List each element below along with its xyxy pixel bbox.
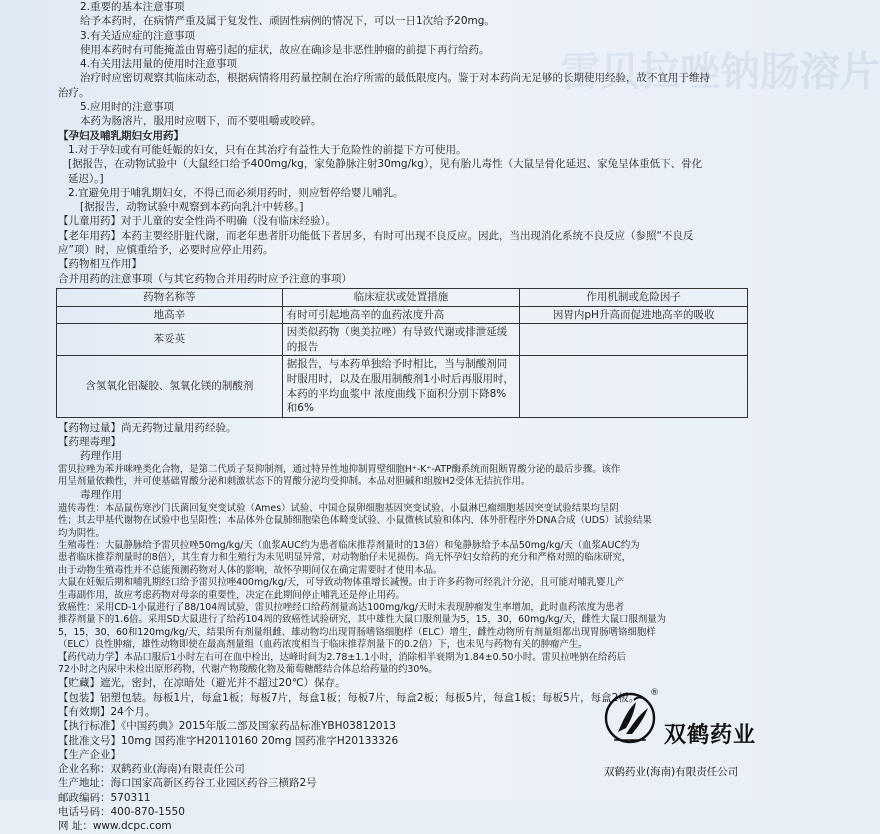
lower-text-line: 【执行标准】《中国药典》2015年版二部及国家药品标准YBH03812013 xyxy=(58,720,396,733)
col-header-drug: 药物名称等 xyxy=(57,288,283,306)
body-text-line: 使用本药时有可能掩盖由胃癌引起的症状，故应在确诊是非恶性肿瘤的前提下再行给药。 xyxy=(80,43,490,56)
lower-text-line: 均为阴性。 xyxy=(58,527,105,539)
lower-text-line: 【药代动力学】本品口服后1小时左右可在血中检出，达峰时间为2.78±1.1小时，消除相半衰期为1.84±0.50小时。雷贝拉唑钠在给药后 xyxy=(58,651,626,663)
body-text-line: 本药为肠溶片，服用时应咽下，而不要咀嚼或咬碎。 xyxy=(80,115,322,128)
lower-text-line: 致癌性：采用CD-1小鼠进行了88/104周试验，雷贝拉唑经口给药剂量高达100mg/kg/天时未表现肿瘤发生率增加，此时血药浓度为患者 xyxy=(58,601,625,613)
cell-clinical: 因类似药物（奥美拉唑）有导致代谢或排泄延缓的报告 xyxy=(282,324,520,356)
background-watermark: 雷贝拉唑钠肠溶片 xyxy=(560,49,880,95)
lower-text-line: 【有效期】24个月。 xyxy=(58,705,156,718)
table-row xyxy=(57,356,748,417)
lower-text-line: 【药物过量】尚无药物过量用药经验。 xyxy=(58,421,237,434)
brand-name: 双鹤药业 xyxy=(664,723,757,748)
body-text-line: 【药物相互作用】 xyxy=(58,258,142,271)
lower-text-line: 生产地址：海口国家高新区药谷工业园区药谷三横路2号 xyxy=(58,777,317,790)
lower-text-line: 毒理作用 xyxy=(80,489,122,502)
body-text-line: 2.宜避免用于哺乳期妇女，不得已而必须用药时，则应暂停给婴儿哺乳。 xyxy=(68,186,404,199)
lower-text-line: 邮政编码：570311 xyxy=(58,791,151,804)
lower-text-line: 72小时之内尿中未检出原形药物，代谢产物羧酸化物及葡萄糖醛结合体总给药量的约30%。 xyxy=(58,663,438,675)
body-text-line: 4.有关用法用量的使用时注意事项 xyxy=(80,58,238,71)
table-header-row xyxy=(57,288,748,306)
lower-text-line: 网 址：www.dcpc.com xyxy=(58,820,172,833)
lower-text-line: 雷贝拉唑为苯并咪唑类化合物，是第二代质子泵抑制剂，通过特异性地抑制胃壁细胞H⁺-K⁺-ATP酶系统而阻断胃酸分泌的最后步骤。该作 xyxy=(58,463,621,475)
lower-text-line: 生殖毒性：大鼠静脉给予雷贝拉唑50mg/kg/天（血浆AUC约为患者临床推荐剂量时的13倍）和兔静脉给予本品50mg/kg/天（血浆AUC约为 xyxy=(58,539,640,551)
company-name: 双鹤药业(海南)有限责任公司 xyxy=(604,766,739,778)
lower-text-line: 电话号码：400-870-1550 xyxy=(58,806,185,819)
lower-text-line: 【贮藏】遮光，密封，在凉暗处（避光并不超过20℃）保存。 xyxy=(58,677,346,690)
body-text-line: 给予本药时，在病情严重及属于复发性、顽固性病例的情况下，可以一日1次给予20mg。 xyxy=(80,15,495,28)
lower-text-line: 患者临床推荐剂量时的8倍），其生育力和生殖行为未见明显异常，对动物胎仔未见损伤。尚无怀孕妇女给药的充分和严格对照的临床研究， xyxy=(58,552,632,564)
table-row xyxy=(57,306,748,324)
body-text-line: 2.重要的基本注意事项 xyxy=(80,1,185,13)
body-text-line: [据报告，在动物试验中（大鼠经口给予400mg/kg，家兔静脉注射30mg/kg），见有胎儿毒性（大鼠呈骨化延迟、家兔呈体重低下、骨化 xyxy=(68,158,703,171)
lower-text-line: 性；其去甲基代谢物在试验中也呈阳性；本品体外仓鼠肺细胞染色体畸变试验、小鼠微核试验和体内、体外肝程序外DNA合成（UDS）试验结果 xyxy=(58,515,652,527)
body-text-line: 1.对于孕妇或有可能妊娠的妇女，只有在其治疗有益性大于危险性的前提下方可使用。 xyxy=(68,143,467,156)
cell-mechanism xyxy=(520,356,748,417)
body-text-line: 治疗时应密切观察其临床动态，根据病情将用药量控制在治疗所需的最低限度内。鉴于对本药尚无足够的长期使用经验，故不宜用于维持 xyxy=(80,72,710,85)
leaflet-text xyxy=(58,0,748,833)
lower-text-line: 【批准文号】10mg 国药准字H20110160 20mg 国药准字H20133326 xyxy=(58,734,399,747)
body-text-line: 【老年用药】本药主要经肝脏代谢，而老年患者肝功能低下者居多，有时可出现不良反应。因此，当出现消化系统不良反应（参照“不良反 xyxy=(58,229,694,242)
cell-clinical: 有时可引起地高辛的血药浓度升高 xyxy=(282,306,520,324)
body-text-line: 5.应用时的注意事项 xyxy=(80,101,175,114)
body-text-line: 【孕妇及哺乳期妇女用药】 xyxy=(58,129,184,142)
lower-text-line: 药理作用 xyxy=(80,450,122,463)
table-row xyxy=(57,324,748,356)
cell-mechanism: 因胃内pH升高而促进地高辛的吸收 xyxy=(520,306,748,324)
lower-text-line: 【生产企业】 xyxy=(58,748,121,761)
cell-clinical: 据报告，与本药单独给予时相比，当与制酸剂同时服用时，以及在服用制酸剂1小时后再服用时，本药的平均血浆中 浓度曲线下面积分别下降8%和6% xyxy=(282,356,520,417)
body-section xyxy=(58,0,748,286)
lower-text-line: 用呈剂量依赖性，并可使基础胃酸分泌和刺激状态下的胃酸分泌均受抑制。本品对胆碱和组胺H2受体无拮抗作用。 xyxy=(58,475,531,487)
body-text-line: 应”项）时，应慎重给予，必要时应停止用药。 xyxy=(58,244,274,257)
registered-mark: ® xyxy=(650,688,659,698)
body-text-line: 【儿童用药】对于儿童的安全性尚不明确（没有临床经验）。 xyxy=(58,215,337,228)
cell-drug: 地高辛 xyxy=(57,306,283,324)
cell-drug: 含氢氧化铝凝胶、氢氧化镁的制酸剂 xyxy=(57,356,283,417)
lower-text-line: 企业名称：双鹤药业(海南)有限责任公司 xyxy=(58,763,245,776)
col-header-mechanism: 作用机制或危险因子 xyxy=(520,288,748,306)
body-text-line: 合并用药的注意事项（与其它药物合并用药时应予注意的事项） xyxy=(58,272,352,285)
lower-text-line: 由于动物生殖毒性并不总能预测药物对人体的影响，故怀孕期间仅在确定需要时才使用本品。 xyxy=(58,564,443,576)
lower-text-line: 推荐剂量下的1.6倍。采用SD大鼠进行了给药104周的致癌性试验研究，其中雄性大鼠口服剂量为5，15，30，60mg/kg/天，雌性大鼠口服剂量为 xyxy=(58,614,667,626)
body-text-line: [据报告，动物试验中观察到本药向乳汁中转移。] xyxy=(80,201,304,214)
lower-text-line: 生毒副作用，故应考虑药物对母亲的重要性，决定在此期间停止哺乳还是停止用药。 xyxy=(58,589,405,601)
company-logo xyxy=(598,688,778,788)
lower-text-line: （ELC）良性肿瘤，雄性动物即使在最高剂量组（血药浓度相当于临床推荐剂量下的0.2倍）下，也未见与药物有关的肿瘤产生。 xyxy=(58,639,588,651)
lower-text-line: 【包装】铝塑包装。每板1片，每盒1板；每板7片，每盒1板；每板7片，每盒2板；每板5片，每盒1板；每板5片，每盒2板。 xyxy=(58,691,640,704)
lower-text-line: 5，15，30，60和120mg/kg/天，结果所有剂量组雌、雄动物均出现胃肠嗜铬细胞样（ELC）增生，雌性动物所有剂量组都出现胃肠嗜铬细胞样 xyxy=(58,626,656,638)
body-text-line: 治疗。 xyxy=(58,86,90,99)
body-text-line: 3.有关适应症的注意事项 xyxy=(80,29,196,42)
lower-text-line: 遗传毒性：本品鼠伤寒沙门氏菌回复突变试验（Ames）试验、中国仓鼠卵细胞基因突变试验、小鼠淋巴瘤细胞基因突变试验结果均呈阴 xyxy=(58,502,619,514)
cell-drug: 苯妥英 xyxy=(57,324,283,356)
lower-text-line: 【药理毒理】 xyxy=(58,435,121,448)
interaction-table xyxy=(56,288,748,418)
body-text-line: 延迟）。] xyxy=(68,172,104,185)
lower-text-line: 大鼠在妊娠后期和哺乳期经口给予雷贝拉唑400mg/kg/天，可导致动物体重增长减慢。由于许多药物可经乳汁分泌，且可能对哺乳婴儿产 xyxy=(58,577,625,589)
col-header-clinical: 临床症状或处置措施 xyxy=(282,288,520,306)
cell-mechanism xyxy=(520,324,748,356)
